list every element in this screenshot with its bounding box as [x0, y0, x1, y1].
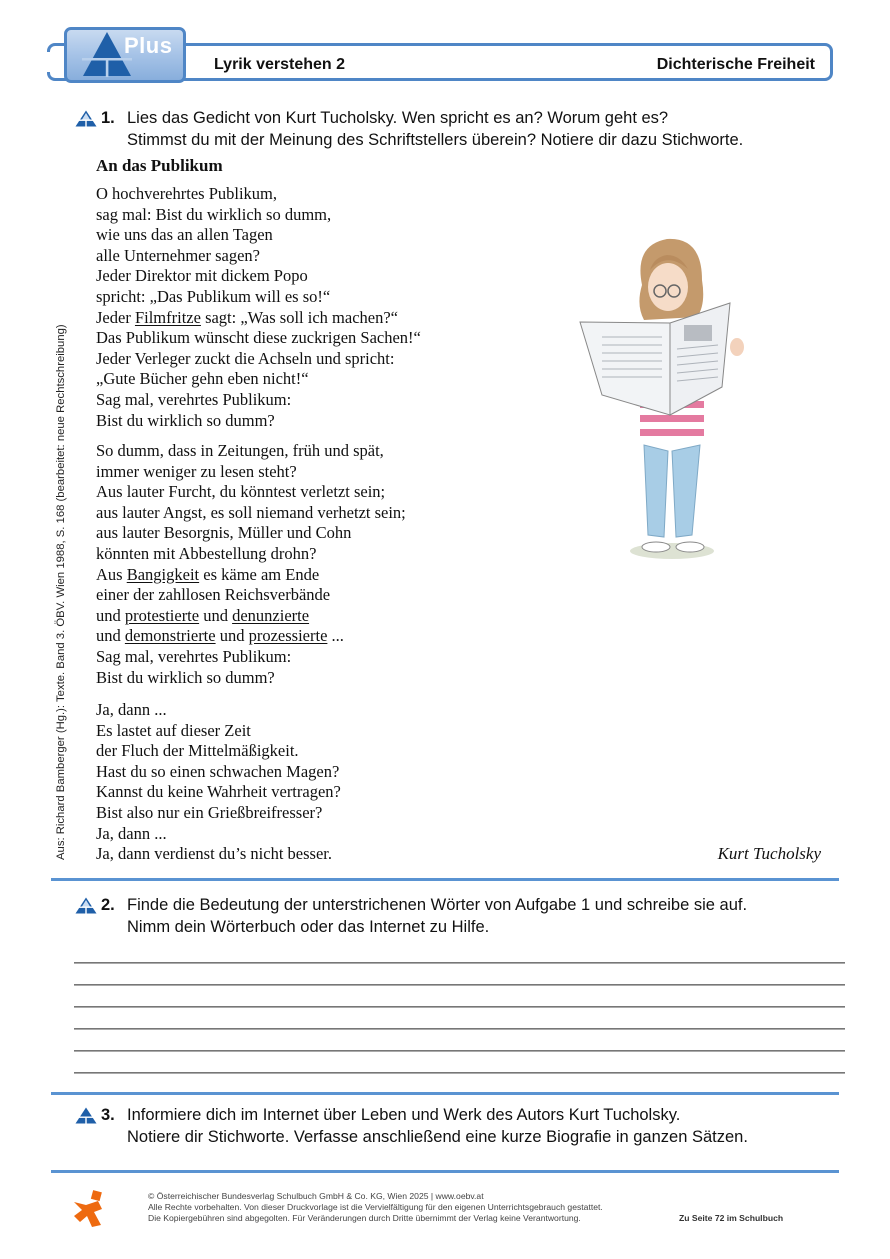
task-text: [127, 894, 747, 938]
poem-line: Jeder Direktor mit dickem Popo: [96, 266, 308, 286]
poem-author: Kurt Tucholsky: [717, 844, 821, 863]
poem-line: aus lauter Besorgnis, Müller und Cohn: [96, 523, 352, 543]
poem-stanza-2: [96, 441, 406, 688]
underlined-word: prozessierte: [248, 626, 328, 646]
poem-title: An das Publikum: [96, 156, 223, 175]
answer-line[interactable]: [74, 1028, 845, 1030]
poem-line: der Fluch der Mittelmäßigkeit.: [96, 741, 299, 761]
publisher-logo-icon: [72, 1190, 110, 1228]
footer-line: Alle Rechte vorbehalten. Von dieser Druckvorlage ist die Vervielfältigung für den eigenen Unterrichtsgebrauch gestattet.: [148, 1202, 603, 1212]
task-line: Stimmst du mit der Meinung des Schriftstellers überein? Notiere dir dazu Stichworte.: [127, 131, 744, 149]
poem-line: Ja, dann verdienst du’s nicht besser.: [96, 844, 332, 864]
task-text: [127, 107, 743, 151]
level-pyramid-icon: [75, 897, 97, 914]
poem-line: Aus lauter Furcht, du könntest verletzt sein;: [96, 482, 386, 502]
task-1: [75, 107, 835, 151]
poem-line: Kannst du keine Wahrheit vertragen?: [96, 782, 341, 802]
poem-line: immer weniger zu lesen steht?: [96, 461, 297, 481]
poem-line: aus lauter Angst, es soll niemand verhetzt sein;: [96, 502, 406, 522]
underlined-word: demonstrierte: [124, 626, 216, 646]
task-number: 2.: [101, 896, 115, 914]
poem-line: Hast du so einen schwachen Magen?: [96, 761, 340, 781]
poem-line: „Gute Bücher gehn eben nicht!“: [96, 369, 309, 389]
task-number: 1.: [101, 109, 115, 127]
header-frame-gap: [42, 52, 52, 72]
task-line: Lies das Gedicht von Kurt Tucholsky. Wen spricht es an? Worum geht es?: [127, 109, 669, 127]
worksheet-topic: Dichterische Freiheit: [656, 56, 815, 73]
poem-text: es käme am Ende: [199, 564, 320, 584]
underlined-word: Filmfritze: [134, 307, 201, 327]
answer-line[interactable]: [74, 1006, 845, 1008]
section-divider: [51, 1170, 839, 1173]
poem-text: Aus: [96, 564, 127, 584]
poem-line: Bist du wirklich so dumm?: [96, 667, 275, 687]
poem-text: und: [96, 605, 125, 625]
poem-line: Bist du wirklich so dumm?: [96, 410, 275, 430]
footer-line: Die Kopiergebühren sind abgegolten. Für Veränderungen durch Dritte übernimmt der Verlag keine Verantwortung.: [148, 1213, 581, 1223]
task-3: [75, 1104, 835, 1148]
underlined-word: Bangigkeit: [126, 564, 200, 584]
answer-line[interactable]: [74, 1050, 845, 1052]
task-line: Informiere dich im Internet über Leben und Werk des Autors Kurt Tucholsky.: [127, 1106, 681, 1124]
poem-line: [96, 606, 406, 627]
task-line: Notiere dir Stichworte. Verfasse anschließend eine kurze Biografie in ganzen Sätzen.: [127, 1128, 748, 1146]
poem-line: [96, 308, 421, 329]
task-number: 3.: [101, 1106, 115, 1124]
answer-line[interactable]: [74, 984, 845, 986]
poem-line: Sag mal, verehrtes Publikum:: [96, 389, 292, 409]
poem-line: könnten mit Abbestellung drohn?: [96, 543, 317, 563]
level-pyramid-icon: [75, 110, 97, 127]
poem-stanza-3: [96, 700, 341, 865]
poem-line: Ja, dann ...: [96, 823, 167, 843]
poem-line: Sag mal, verehrtes Publikum:: [96, 646, 292, 666]
worksheet-title: Lyrik verstehen 2: [214, 56, 346, 73]
poem-text: und: [215, 626, 249, 646]
poem-line: spricht: „Das Publikum will es so!“: [96, 286, 331, 306]
poem-line: Bist also nur ein Grießbreifresser?: [96, 802, 323, 822]
section-divider: [51, 878, 839, 881]
textbook-page-reference: Zu Seite 72 im Schulbuch: [679, 1213, 784, 1223]
poem-text: und: [96, 626, 125, 646]
answer-line[interactable]: [74, 962, 845, 964]
poem-line: Jeder Verleger zuckt die Achseln und spricht:: [96, 348, 395, 368]
answer-line[interactable]: [74, 1072, 845, 1074]
poem-text: ...: [327, 626, 344, 646]
footer-copyright: [148, 1191, 603, 1224]
poem-text: Jeder: [96, 307, 135, 327]
poem-line: [96, 626, 406, 647]
poem-line: alle Unternehmer sagen?: [96, 245, 261, 265]
poem-stanza-1: [96, 184, 421, 431]
level-pyramid-icon: [75, 1107, 97, 1124]
poem-line: einer der zahllosen Reichsverbände: [96, 585, 331, 605]
task-line: Nimm dein Wörterbuch oder das Internet zu Hilfe.: [127, 918, 490, 936]
poem-line: Es lastet auf dieser Zeit: [96, 720, 251, 740]
task-text: [127, 1104, 748, 1148]
underlined-word: protestierte: [124, 605, 200, 625]
task-2: [75, 894, 835, 938]
poem-line: Ja, dann ...: [96, 700, 167, 719]
section-divider: [51, 1092, 839, 1095]
plus-label: Plus: [124, 33, 173, 58]
poem-line: [96, 565, 406, 586]
poem-text: sagt: „Was soll ich machen?“: [200, 307, 398, 327]
poem-line: So dumm, dass in Zeitungen, früh und spät,: [96, 441, 384, 460]
task-line: Finde die Bedeutung der unterstrichenen Wörter von Aufgabe 1 und schreibe sie auf.: [127, 896, 748, 914]
poem-line: Das Publikum wünscht diese zuckrigen Sachen!“: [96, 328, 421, 348]
footer-line: © Österreichischer Bundesverlag Schulbuch GmbH & Co. KG, Wien 2025 | www.oebv.at: [148, 1191, 484, 1201]
underlined-word: denunzierte: [232, 605, 310, 625]
poem-text: und: [199, 605, 233, 625]
poem-line: wie uns das an allen Tagen: [96, 225, 273, 245]
source-credit: Aus: Richard Bamberger (Hg.): Texte. Band 3. ÖBV. Wien 1988, S. 168 (bearbeitet: neue Rechtschreibung): [55, 324, 67, 860]
girl-reading-newspaper-illustration: [572, 225, 772, 575]
poem-line: sag mal: Bist du wirklich so dumm,: [96, 204, 332, 224]
poem-line: O hochverehrtes Publikum,: [96, 184, 278, 203]
